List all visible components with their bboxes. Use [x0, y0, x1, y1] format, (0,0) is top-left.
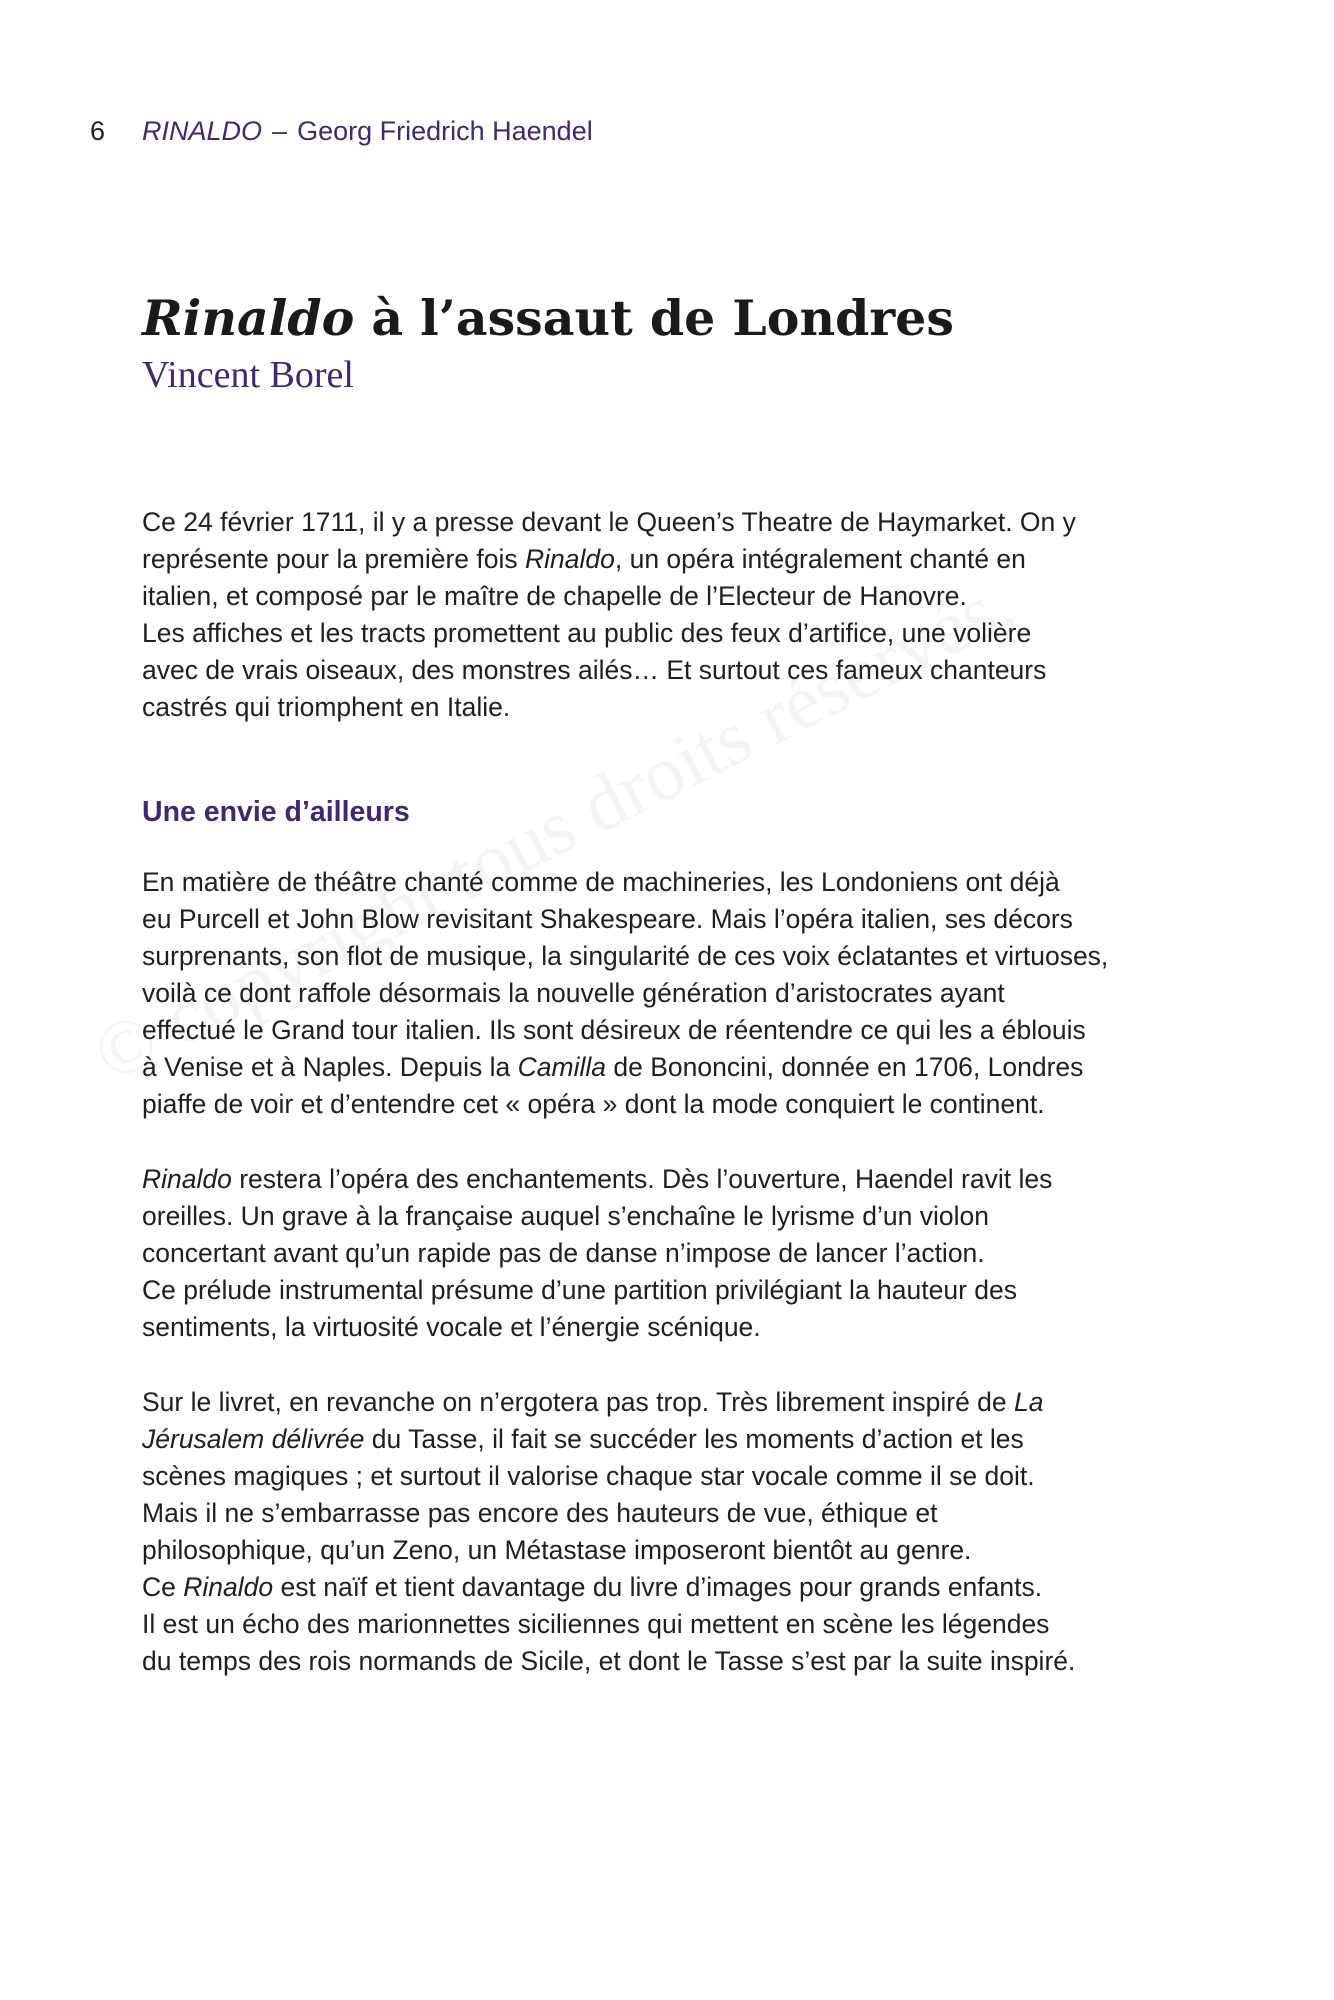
text-segment: piaffe de voir et d’entendre cet « opéra » dont la mode conquiert le continent.	[142, 1089, 1045, 1119]
text-line	[142, 689, 1222, 726]
text-line	[142, 1086, 1222, 1123]
text-line	[142, 615, 1222, 652]
section-paragraph-3	[142, 1384, 1222, 1680]
text-segment: Ce prélude instrumental présume d’une partition privilégiant la hauteur des	[142, 1275, 1018, 1305]
section-paragraph-2	[142, 1161, 1222, 1346]
text-segment: à Venise et à Naples. Depuis la	[142, 1052, 518, 1082]
text-segment: italien, et composé par le maître de chapelle de l’Electeur de Hanovre.	[142, 581, 967, 611]
italic-text: Rinaldo	[524, 544, 615, 574]
text-segment: du Tasse, il fait se succéder les moments d’action et les	[364, 1424, 1024, 1454]
text-line	[142, 1606, 1222, 1643]
text-segment: du temps des rois normands de Sicile, et dont le Tasse s’est par la suite inspiré.	[142, 1646, 1076, 1676]
text-line	[142, 1272, 1222, 1309]
text-segment: concertant avant qu’un rapide pas de danse n’impose de lancer l’action.	[142, 1238, 985, 1268]
text-segment: restera l’opéra des enchantements. Dès l’ouverture, Haendel ravit les	[231, 1164, 1053, 1194]
header-separator: –	[272, 116, 288, 146]
text-segment: Ce 24 février 1711, il y a presse devant le Queen’s Theatre de Haymarket. On y	[142, 507, 1076, 537]
section-heading: Une envie d’ailleurs	[142, 796, 410, 828]
article-title-block	[142, 288, 954, 398]
running-header	[90, 116, 593, 147]
text-line	[142, 1198, 1222, 1235]
text-segment: Il est un écho des marionnettes siciliennes qui mettent en scène les légendes	[142, 1609, 1050, 1639]
text-segment: philosophique, qu’un Zeno, un Métastase imposeront bientôt au genre.	[142, 1535, 972, 1565]
page-number: 6	[90, 116, 106, 146]
text-segment: représente pour la première fois	[142, 544, 525, 574]
text-segment: scènes magiques ; et surtout il valorise chaque star vocale comme il se doit.	[142, 1461, 1035, 1491]
article-title-rest: à l’assaut de Londres	[354, 289, 954, 347]
text-line	[142, 1458, 1222, 1495]
text-line	[142, 578, 1222, 615]
text-line	[142, 1049, 1222, 1086]
text-segment: eu Purcell et John Blow revisitant Shakespeare. Mais l’opéra italien, ses décors	[142, 904, 1073, 934]
text-segment: , un opéra intégralement chanté en	[614, 544, 1026, 574]
italic-text: Rinaldo	[183, 1572, 274, 1602]
text-segment: oreilles. Un grave à la française auquel s’enchaîne le lyrisme d’un violon	[142, 1201, 989, 1231]
text-line	[142, 1569, 1222, 1606]
article-title-italic: Rinaldo	[142, 289, 355, 347]
text-segment: sentiments, la virtuosité vocale et l’énergie scénique.	[142, 1312, 761, 1342]
text-segment: avec de vrais oiseaux, des monstres ailés… Et surtout ces fameux chanteurs	[142, 655, 1047, 685]
text-line	[142, 652, 1222, 689]
text-line	[142, 1421, 1222, 1458]
text-segment: Ce	[142, 1572, 184, 1602]
article-title	[142, 288, 954, 348]
text-line	[142, 1532, 1222, 1569]
text-segment: En matière de théâtre chanté comme de machineries, les Londoniens ont déjà	[142, 867, 1060, 897]
italic-text: La	[1014, 1387, 1044, 1417]
text-line	[142, 864, 1222, 901]
text-segment: castrés qui triomphent en Italie.	[142, 692, 511, 722]
text-line	[142, 938, 1222, 975]
text-line	[142, 975, 1222, 1012]
text-segment: Sur le livret, en revanche on n’ergotera pas trop. Très librement inspiré de	[142, 1387, 1015, 1417]
text-segment: Mais il ne s’embarrasse pas encore des hauteurs de vue, éthique et	[142, 1498, 938, 1528]
composer-name: Georg Friedrich Haendel	[297, 116, 593, 146]
italic-text: Rinaldo	[142, 1164, 232, 1194]
text-line	[142, 1309, 1222, 1346]
text-segment: surprenants, son flot de musique, la singularité de ces voix éclatantes et virtuoses,	[142, 941, 1109, 971]
italic-text: Jérusalem délivrée	[142, 1424, 365, 1454]
text-segment: Les affiches et les tracts promettent au public des feux d’artifice, une volière	[142, 618, 1032, 648]
work-title: RINALDO	[142, 116, 263, 146]
text-line	[142, 1643, 1222, 1680]
text-segment: effectué le Grand tour italien. Ils sont désireux de réentendre ce qui les a éblouis	[142, 1015, 1086, 1045]
text-line	[142, 1161, 1222, 1198]
text-line	[142, 901, 1222, 938]
text-line	[142, 1495, 1222, 1532]
text-line	[142, 541, 1222, 578]
text-line	[142, 1384, 1222, 1421]
text-line	[142, 1235, 1222, 1272]
text-segment: voilà ce dont raffole désormais la nouvelle génération d’aristocrates ayant	[142, 978, 1005, 1008]
italic-text: Camilla	[517, 1052, 607, 1082]
text-segment: est naïf et tient davantage du livre d’images pour grands enfants.	[273, 1572, 1043, 1602]
text-segment: de Bononcini, donnée en 1706, Londres	[606, 1052, 1084, 1082]
text-line	[142, 1012, 1222, 1049]
text-line	[142, 504, 1222, 541]
intro-paragraph	[142, 504, 1222, 726]
article-author: Vincent Borel	[142, 354, 354, 396]
section-paragraph-1	[142, 864, 1222, 1123]
